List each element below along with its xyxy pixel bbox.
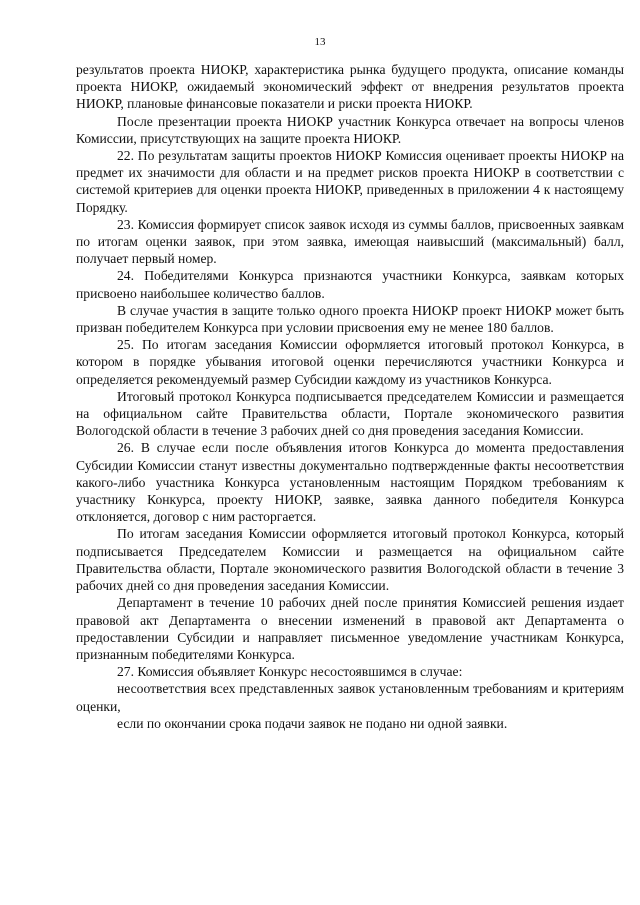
paragraph: По итогам заседания Комиссии оформляется итоговый протокол Конкурса, который подписывается Председателем Комиссии и размещается на официальном сайте Правительства области, Портале экономического развития Вологодской области в течение 3 рабочих дней со дня проведения заседания Комиссии. <box>76 526 624 594</box>
paragraph-item-27: 27. Комиссия объявляет Конкурс несостоявшимся в случае: <box>117 664 463 680</box>
paragraph-item-26: 26. В случае если после объявления итогов Конкурса до момента предоставления Субсидии Комиссии станут известны документально подтвержденные факты несоответствия какого-либо участника Конкурса установленным настоящим Порядком требованиям к участнику Конкурса, проекту НИОКР, заявке, заявка данного победителя Конкурса отклоняется, договор с ним расторгается. <box>76 440 624 525</box>
paragraph-item-22: 22. По результатам защиты проектов НИОКР Комиссия оценивает проекты НИОКР на предмет их значимости для области и на предмет рисков проекта НИОКР в соответствии с системой критериев для оценки проекта НИОКР, приведенных в приложении 4 к настоящему Порядку. <box>76 148 624 215</box>
paragraph-continuation: результатов проекта НИОКР, характеристика рынка будущего продукта, описание команды проекта НИОКР, ожидаемый экономический эффект от внедрения результатов проекта НИОКР, плановые финансовые показатели и риски проекта НИОКР. <box>76 62 624 112</box>
paragraph: Итоговый протокол Конкурса подписывается председателем Комиссии и размещается на официальном сайте Правительства области, Портале экономического развития Вологодской области в течение 3 рабочих дней со дня проведения заседания Комиссии. <box>76 388 624 439</box>
paragraph: После презентации проекта НИОКР участник Конкурса отвечает на вопросы членов Комиссии, присутствующих на защите проекта НИОКР. <box>76 113 624 146</box>
paragraph-condition: если по окончании срока подачи заявок не подано ни одной заявки. <box>117 715 508 731</box>
paragraph-item-25: 25. По итогам заседания Комиссии оформляется итоговый протокол Конкурса, в котором в порядке убывания итоговой оценки перечисляются участники Конкурса и определяется рекомендуемый размер Субсидии каждому из участников Конкурса. <box>76 337 624 387</box>
document-body <box>76 61 624 732</box>
paragraph: В случае участия в защите только одного проекта НИОКР проект НИОКР может быть призван победителем Конкурса при условии присвоения ему не менее 180 баллов. <box>76 302 624 336</box>
paragraph-item-23: 23. Комиссия формирует список заявок исходя из суммы баллов, присвоенных заявкам по итогам оценки заявок, при этом заявка, имеющая наивысший (максимальный) балл, получает первый номер. <box>76 216 624 267</box>
paragraph: Департамент в течение 10 рабочих дней после принятия Комиссией решения издает правовой акт Департамента о внесении изменений в правовой акт Департамента о предоставлении Субсидии и направляет письменное уведомление участникам Конкурса, признанным победителями Конкурса. <box>76 595 624 662</box>
page-number: 13 <box>314 36 326 48</box>
paragraph-condition: несоответствия всех представленных заявок установленным требованиям и критериям оценки, <box>76 681 624 714</box>
paragraph-item-24: 24. Победителями Конкурса признаются участники Конкурса, заявкам которых присвоено наибольшее количество баллов. <box>76 268 624 301</box>
